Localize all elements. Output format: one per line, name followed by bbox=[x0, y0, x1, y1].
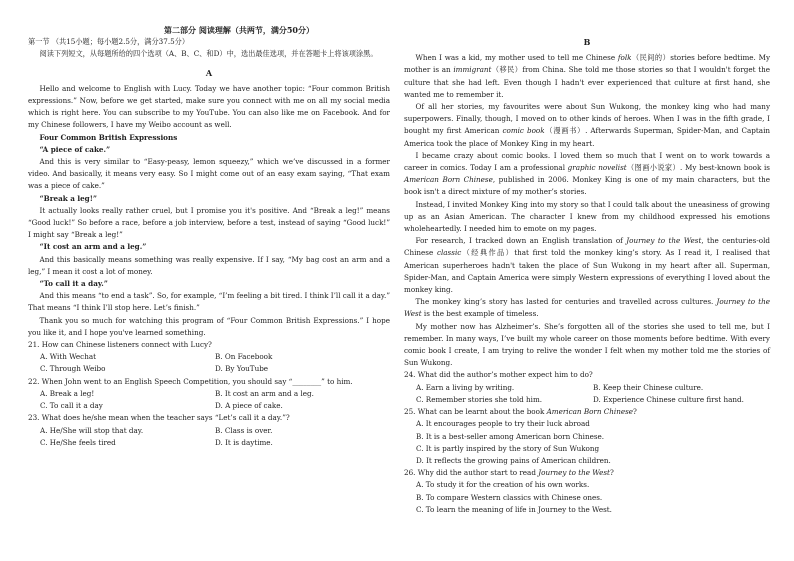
passage-heading: Four Common British Expressions bbox=[39, 132, 178, 142]
text: 25. What can be learnt about the book bbox=[404, 407, 547, 417]
options-21 bbox=[28, 351, 390, 375]
option[interactable]: B. It is a best-seller among American born Chinese. bbox=[416, 431, 605, 441]
text: （漫画书）. Afterwards Superman, Spider-Man, and Captain America took the place of Monkey King in my heart. bbox=[404, 126, 771, 148]
question-21: 21. How can Chinese listeners connect with Lucy? bbox=[28, 340, 212, 350]
text: ? bbox=[633, 407, 637, 417]
text: The monkey king’s story has lasted for centuries and travelled across cultures. bbox=[415, 297, 717, 307]
paragraph: Instead, I invited Monkey King into my story so that I could talk about the uneasiness of growing up as an Asian American. The character I knew from my childhood expressed his emotions wholeheartedly. I needed him to emote on my pages. bbox=[404, 199, 770, 234]
text: （经典作品）that first told the monkey king’s story. As I read it, I realised that American superheroes hadn't taken the place of Sun Wukong in my heart after all. Superman, Spider-Man, and Captain America were simply Western expressions of everything I loved about the monkey king. bbox=[404, 248, 770, 295]
text: I became crazy about comic books. I loved them so much that I went on to work towards a career in comics. Today I am a professional bbox=[404, 150, 770, 173]
text: , the centuries-old Chinese bbox=[404, 236, 770, 258]
option[interactable]: B. On Facebook bbox=[215, 352, 273, 362]
text: When I was a kid, my mother used to tell me Chinese bbox=[415, 53, 618, 63]
options-23 bbox=[28, 425, 390, 449]
text: （民间的）stories before bedtime. My mother is an bbox=[404, 53, 771, 75]
text: ? bbox=[609, 468, 614, 478]
options-25 bbox=[404, 418, 770, 467]
passage-letter-b: B bbox=[583, 37, 591, 47]
text: , published in 2006. Monkey King is one of my main characters, but the book isn't a direct mixture of my mother’s stories. bbox=[404, 175, 770, 197]
option[interactable]: A. To study it for the creation of his own works. bbox=[416, 480, 590, 490]
option[interactable]: D. It is daytime. bbox=[215, 437, 273, 447]
paragraph: My mother now has Alzheimer’s. She’s forgotten all of the stories she used to tell me, but I remember. In many ways, I’ve built my whole career on those moments before bedtime. With every comic book I create, I am trying to relive the wonder I felt when my mother told me the stories of Sun Wukong. bbox=[404, 321, 770, 368]
question-23: 23. What does he/she mean when the teacher says “Let’s call it a day.”? bbox=[28, 413, 290, 423]
option[interactable]: A. Break a leg! bbox=[40, 388, 95, 398]
paragraph: And this is very similar to “Easy-peasy, lemon squeezy,” which we’ve discussed in a former video. And basically, it means very easy. So I might come out of an easy exam saying, “That exam was a piece of cake.” bbox=[28, 157, 390, 191]
book-title: American Born Chinese bbox=[404, 175, 493, 185]
text: Of all her stories, my favourites were about Sun Wukong, the monkey king who had many superpowers. Finally, though, I moved on to other kinds of heroes. When I was in the fifth grade, I bought my first American bbox=[404, 102, 770, 136]
options-26 bbox=[404, 479, 770, 516]
passage-letter-a: A bbox=[205, 67, 213, 78]
option[interactable]: B. Class is over. bbox=[215, 425, 273, 435]
option[interactable]: A. He/She will stop that day. bbox=[40, 425, 144, 435]
glossed-word: comic book bbox=[502, 126, 545, 136]
option[interactable]: B. Keep their Chinese culture. bbox=[593, 382, 704, 392]
section-heading: 第一节 （共15小题；每小题2.5分，满分37.5分） bbox=[28, 37, 190, 47]
option[interactable]: C. It is partly inspired by the story of Sun Wukong bbox=[416, 443, 600, 453]
instruction: 阅读下列短文，从每题所给的四个选项（A、B、C、和D）中，选出最佳选项，并在答题卡上将该项涂黑。 bbox=[39, 49, 378, 59]
text: is the best example of timeless. bbox=[421, 309, 539, 319]
paragraph: And this means “to end a task”. So, for example, “I’m feeling a bit tired. I think I’ll call it a day.” That means “I think I’ll stop here. Let’s finish.” bbox=[28, 291, 390, 313]
option[interactable]: B. To compare Western classics with Chinese ones. bbox=[416, 492, 603, 502]
text: （移民）from China. She told me those stories so that I wouldn't forget the culture that she had left. Even though I hadn't ever experienced that culture at first hand, she wanted me to remember it. bbox=[404, 65, 770, 99]
options-22 bbox=[28, 388, 390, 412]
option[interactable]: A. Earn a living by writing. bbox=[416, 382, 515, 392]
book-title: American Born Chinese bbox=[546, 407, 634, 417]
left-column bbox=[28, 0, 390, 449]
paragraph: Thank you so much for watching this program of “Four Common British Expressions.” I hope you like it, and I hope you've learned something. bbox=[28, 315, 390, 337]
text: 26. Why did the author start to read bbox=[404, 468, 539, 478]
paragraph bbox=[404, 150, 770, 199]
glossed-word: graphic novelist bbox=[567, 163, 627, 173]
glossed-word: folk bbox=[617, 53, 632, 63]
option[interactable]: D. It reflects the growing pains of American children. bbox=[416, 455, 611, 465]
options-24 bbox=[404, 382, 770, 406]
option[interactable]: D. By YouTube bbox=[215, 364, 269, 374]
option[interactable]: A. It encourages people to try their luck abroad bbox=[416, 419, 590, 429]
option[interactable]: C. To call it a day bbox=[40, 401, 103, 411]
question-22: 22. When John went to an English Speech Competition, you should say “________” to him. bbox=[28, 376, 353, 386]
option[interactable]: C. Remember stories she told him. bbox=[416, 394, 543, 404]
option[interactable]: A. With Wechat bbox=[40, 352, 97, 362]
paragraph bbox=[404, 52, 770, 101]
book-title: Journey to the West bbox=[626, 236, 702, 246]
glossed-word: immigrant bbox=[453, 65, 492, 75]
book-title: Journey to the West bbox=[404, 297, 770, 319]
glossed-word: classic bbox=[436, 248, 462, 258]
text: （图画小说家）. My best-known book is bbox=[626, 163, 770, 173]
paragraph: And this basically means something was really expensive. If I say, “My bag cost an arm and a leg,” I mean it cost a lot of money. bbox=[28, 254, 390, 276]
option[interactable]: D. A piece of cake. bbox=[215, 401, 283, 411]
paragraph: Hello and welcome to English with Lucy. Today we have another topic: “Four common British expressions.” Now, before we get started, make sure you connect with me on all my social media which is right here. You can subscribe to my YouTube. You can also like me on Facebook. And for my Chinese followers, I have my Weibo account as well. bbox=[28, 83, 390, 130]
expression-heading: “Break a leg!” bbox=[39, 193, 98, 203]
part-title: 第二部分 阅读理解（共两节，满分50分） bbox=[164, 25, 314, 35]
question-26 bbox=[404, 467, 770, 479]
right-column bbox=[404, 0, 770, 516]
text: For research, I tracked down an English translation of bbox=[415, 236, 627, 246]
option[interactable]: C. He/She feels tired bbox=[40, 437, 116, 447]
paragraph: It actually looks really rather cruel, but I promise you it's positive. And “Break a leg!” means “Good luck!” So before a race, before a job interview, before a test, instead of saying “Good luck!” I might say “Break a leg!” bbox=[28, 205, 390, 240]
expression-heading: “It cost an arm and a leg.” bbox=[39, 242, 147, 252]
option[interactable]: C. Through Weibo bbox=[40, 364, 106, 374]
expression-heading: “To call it a day.” bbox=[39, 279, 108, 289]
paragraph bbox=[404, 101, 770, 150]
option[interactable]: B. It cost an arm and a leg. bbox=[215, 388, 314, 398]
paragraph bbox=[404, 235, 770, 296]
expression-heading: “A piece of cake.” bbox=[39, 144, 111, 154]
paragraph bbox=[404, 296, 770, 320]
option[interactable]: D. Experience Chinese culture first hand. bbox=[593, 394, 744, 404]
option[interactable]: C. To learn the meaning of life in Journey to the West. bbox=[416, 504, 612, 514]
question-25 bbox=[404, 406, 770, 418]
question-24: 24. What did the author’s mother expect him to do? bbox=[404, 370, 593, 380]
book-title: Journey to the West bbox=[538, 468, 610, 478]
